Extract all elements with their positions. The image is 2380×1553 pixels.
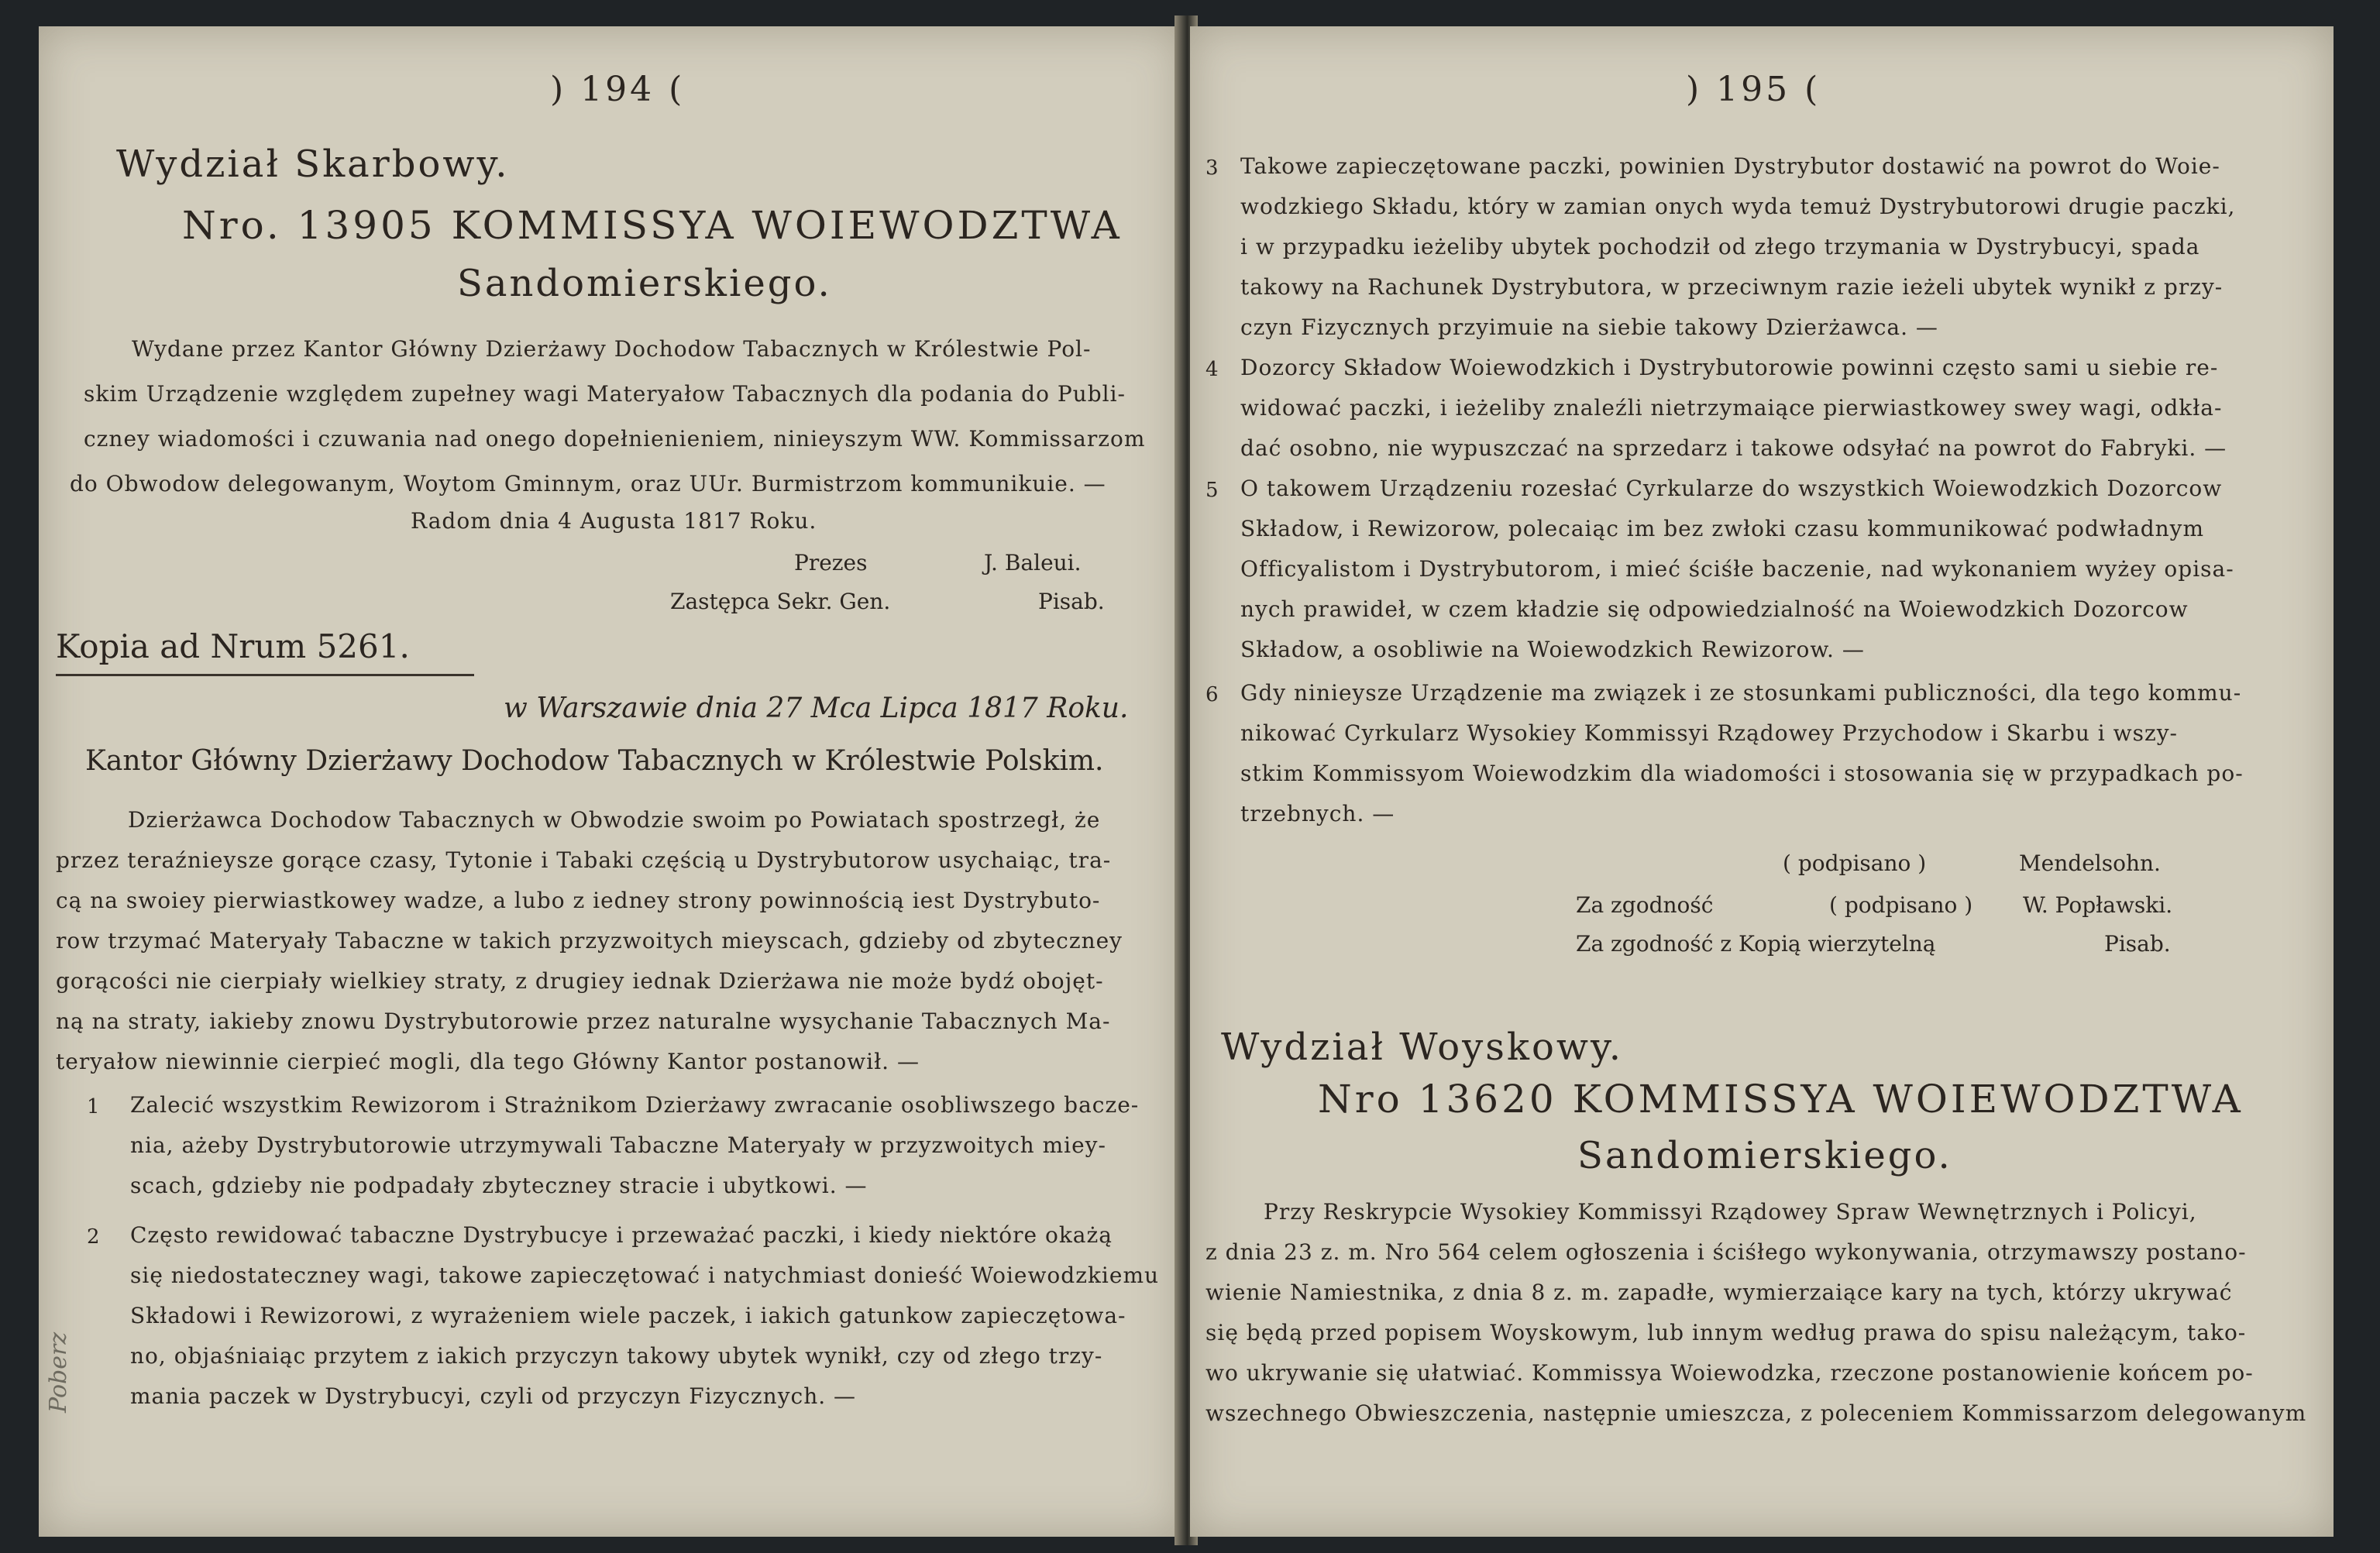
item-line: Officyalistom i Dystrybutorom, i mieć ściśłe baczenie, nad wykonaniem wyżey opisa- <box>1240 556 2234 582</box>
item-number: 2 <box>87 1225 100 1249</box>
intro-line: gorącości nie cierpiały wielkiey straty, z drugiey iednak Dzierżawa nie może bydź obojęt- <box>56 968 1104 994</box>
item-line: Składowi i Rewizorowi, z wyrażeniem wiele paczek, i iakich gatunkow zapieczętowa- <box>130 1303 1126 1328</box>
copy-reference: Kopia ad Nrum 5261. <box>56 627 410 665</box>
item-line: Często rewidować tabaczne Dystrybucye i przeważać paczki, i kiedy niektóre okażą <box>130 1222 1113 1248</box>
item-number: 4 <box>1205 358 1219 381</box>
department-heading: Wydział Woyskowy. <box>1221 1026 1623 1069</box>
pencil-note: Poberz <box>45 1331 72 1413</box>
intro-line: teryałow niewinnie cierpieć mogli, dla tego Główny Kantor postanowił. — <box>56 1049 920 1074</box>
intro-line: ną na straty, iakieby znowu Dystrybutorowie przez naturalne wysychanie Tabacznych Ma- <box>56 1008 1111 1034</box>
body-line: się będą przed popisem Woyskowym, lub innym według prawa do spisu należącym, tako- <box>1205 1320 2247 1345</box>
item-line: dać osobno, nie wypuszczać na sprzedarz i takowe odsyłać na powrot do Fabryki. — <box>1240 435 2227 461</box>
item-line: nikować Cyrkularz Wysokiey Kommissyi Rządowey Przychodow i Skarbu i wszy- <box>1240 720 2179 746</box>
item-line: Takowe zapieczętowane paczki, powinien Dystrybutor dostawić na powrot do Woie- <box>1240 153 2220 179</box>
right-page <box>1190 26 2334 1537</box>
item-line: czyn Fizycznych przyimuie na siebie takowy Dzierżawca. — <box>1240 314 1938 340</box>
body-line: skim Urządzenie względem zupełney wagi Materyałow Tabacznych dla podania do Publi- <box>84 381 1126 407</box>
intro-line: Dzierżawca Dochodow Tabacznych w Obwodzie swoim po Powiatach spostrzegł, że <box>128 807 1101 833</box>
item-number: 3 <box>1205 156 1219 180</box>
body-line: czney wiadomości i czuwania nad onego dopełnienieniem, ninieyszym WW. Kommissarzom <box>84 426 1146 452</box>
item-line: i w przypadku ieżeliby ubytek pochodził od złego trzymania w Dystrybucyi, spada <box>1240 234 2200 259</box>
item-line: wodzkiego Składu, który w zamian onych wyda temuż Dystrybutorowi drugie paczki, <box>1240 194 2236 219</box>
signature-name: J. Baleui. <box>984 550 1082 576</box>
clerk-signature: Pisab. <box>2104 931 2171 957</box>
commission-subtitle: Sandomierskiego. <box>1577 1134 1952 1177</box>
intro-line: row trzymać Materyały Tabaczne w takich przyzwoitych mieyscach, gdzieby od zbyteczney <box>56 928 1123 953</box>
signed-note: ( podpisano ) <box>1829 892 1973 918</box>
commission-subtitle: Sandomierskiego. <box>457 262 832 305</box>
body-line: do Obwodow delegowanym, Woytom Gminnym, oraz UUr. Burmistrzom kommunikuie. — <box>70 471 1106 496</box>
body-line: Przy Reskrypcie Wysokiey Kommissyi Rządowey Spraw Wewnętrznych i Policyi, <box>1264 1199 2197 1225</box>
signature-name: Pisab. <box>1038 589 1105 614</box>
item-line: Dozorcy Składow Woiewodzkich i Dystrybutorowie powinni często sami u siebie re- <box>1240 355 2219 380</box>
page-number: ) 194 ( <box>550 70 686 109</box>
item-line: nia, ażeby Dystrybutorowie utrzymywali Tabaczne Materyały w przyzwoitych miey- <box>130 1132 1106 1158</box>
intro-line: przez teraźnieysze gorące czasy, Tytonie i Tabaki częścią u Dystrybutorow usychaiąc, tra- <box>56 847 1112 873</box>
signed-note: ( podpisano ) <box>1783 850 1927 876</box>
item-line: no, objaśniaiąc przytem z iakich przyczyn takowy ubytek wynikł, czy od złego trzy- <box>130 1343 1103 1369</box>
body-line: z dnia 23 z. m. Nro 564 celem ogłoszenia i ściśłego wykonywania, otrzymawszy postano- <box>1205 1239 2247 1265</box>
item-line: scach, gdzieby nie podpadały zbyteczney stracie i ubytkowi. — <box>130 1173 868 1198</box>
commission-title: Nro. 13905 KOMMISSYA WOIEWODZTWA <box>182 203 1123 248</box>
page-number: ) 195 ( <box>1686 70 1821 109</box>
item-line: nych prawideł, w czem kładzie się odpowiedzialność na Woiewodzkich Dozorcow <box>1240 596 2189 622</box>
item-line: trzebnych. — <box>1240 801 1395 826</box>
place-date: w Warszawie dnia 27 Mca Lipca 1817 Roku. <box>504 692 1129 724</box>
signature-role: Zastępca Sekr. Gen. <box>670 589 891 614</box>
conformity-note: Za zgodność z Kopią wierzytelną <box>1576 931 1936 957</box>
body-line: Wydane przez Kantor Główny Dzierżawy Dochodow Tabacznych w Królestwie Pol- <box>132 336 1092 362</box>
department-heading: Wydział Skarbowy. <box>116 143 510 186</box>
item-line: mania paczek w Dystrybucyi, czyli od przyczyn Fizycznych. — <box>130 1383 857 1409</box>
item-line: Składow, i Rewizorow, polecaiąc im bez zwłoki czasu kommunikować podwładnym <box>1240 516 2205 541</box>
item-line: Gdy ninieysze Urządzenie ma związek i ze stosunkami publiczności, dla tego kommu- <box>1240 680 2242 706</box>
body-line: wienie Namiestnika, z dnia 8 z. m. zapadłe, wymierzaiące kary na tych, którzy ukrywać <box>1205 1280 2233 1305</box>
item-number: 5 <box>1205 479 1219 502</box>
item-line: O takowem Urządzeniu rozesłać Cyrkularze do wszystkich Woiewodzkich Dozorcow <box>1240 476 2223 501</box>
conformity-note: Za zgodność <box>1576 892 1714 918</box>
body-line: wo ukrywanie się ułatwiać. Kommissya Woiewodzka, rzeczone postanowienie końcem po- <box>1205 1360 2254 1386</box>
office-heading: Kantor Główny Dzierżawy Dochodow Tabacznych w Królestwie Polskim. <box>85 745 1104 777</box>
date-line: Radom dnia 4 Augusta 1817 Roku. <box>411 508 817 534</box>
item-number: 6 <box>1205 683 1219 706</box>
intro-line: cą na swoiey pierwiastkowey wadze, a lubo z iedney strony powinnością iest Dystrybuto- <box>56 888 1101 913</box>
underline <box>56 674 474 676</box>
signature-role: Prezes <box>794 550 868 576</box>
item-line: widować paczki, i ieżeliby znaleźli nietrzymaiące pierwiastkowey swey wagi, odkła- <box>1240 395 2223 421</box>
item-line: się niedostateczney wagi, takowe zapieczętować i natychmiast donieść Woiewodzkiemu <box>130 1263 1160 1288</box>
item-line: Składow, a osobliwie na Woiewodzkich Rewizorow. — <box>1240 637 1865 662</box>
item-line: takowy na Rachunek Dystrybutora, w przeciwnym razie ieżeli ubytek wynikł z przy- <box>1240 274 2224 300</box>
signatory-name: W. Popławski. <box>2023 892 2173 918</box>
item-line: Zalecić wszystkim Rewizorom i Strażnikom Dzierżawy zwracanie osobliwszego bacze- <box>130 1092 1140 1118</box>
signatory-name: Mendelsohn. <box>2019 850 2161 876</box>
commission-title: Nro 13620 KOMMISSYA WOIEWODZTWA <box>1318 1077 2244 1122</box>
body-line: wszechnego Obwieszczenia, następnie umieszcza, z poleceniem Kommissarzom delegowanym <box>1205 1400 2307 1426</box>
item-line: stkim Kommissyom Woiewodzkim dla wiadomości i stosowania się w przypadkach po- <box>1240 761 2244 786</box>
left-page <box>39 26 1182 1537</box>
item-number: 1 <box>87 1095 100 1118</box>
